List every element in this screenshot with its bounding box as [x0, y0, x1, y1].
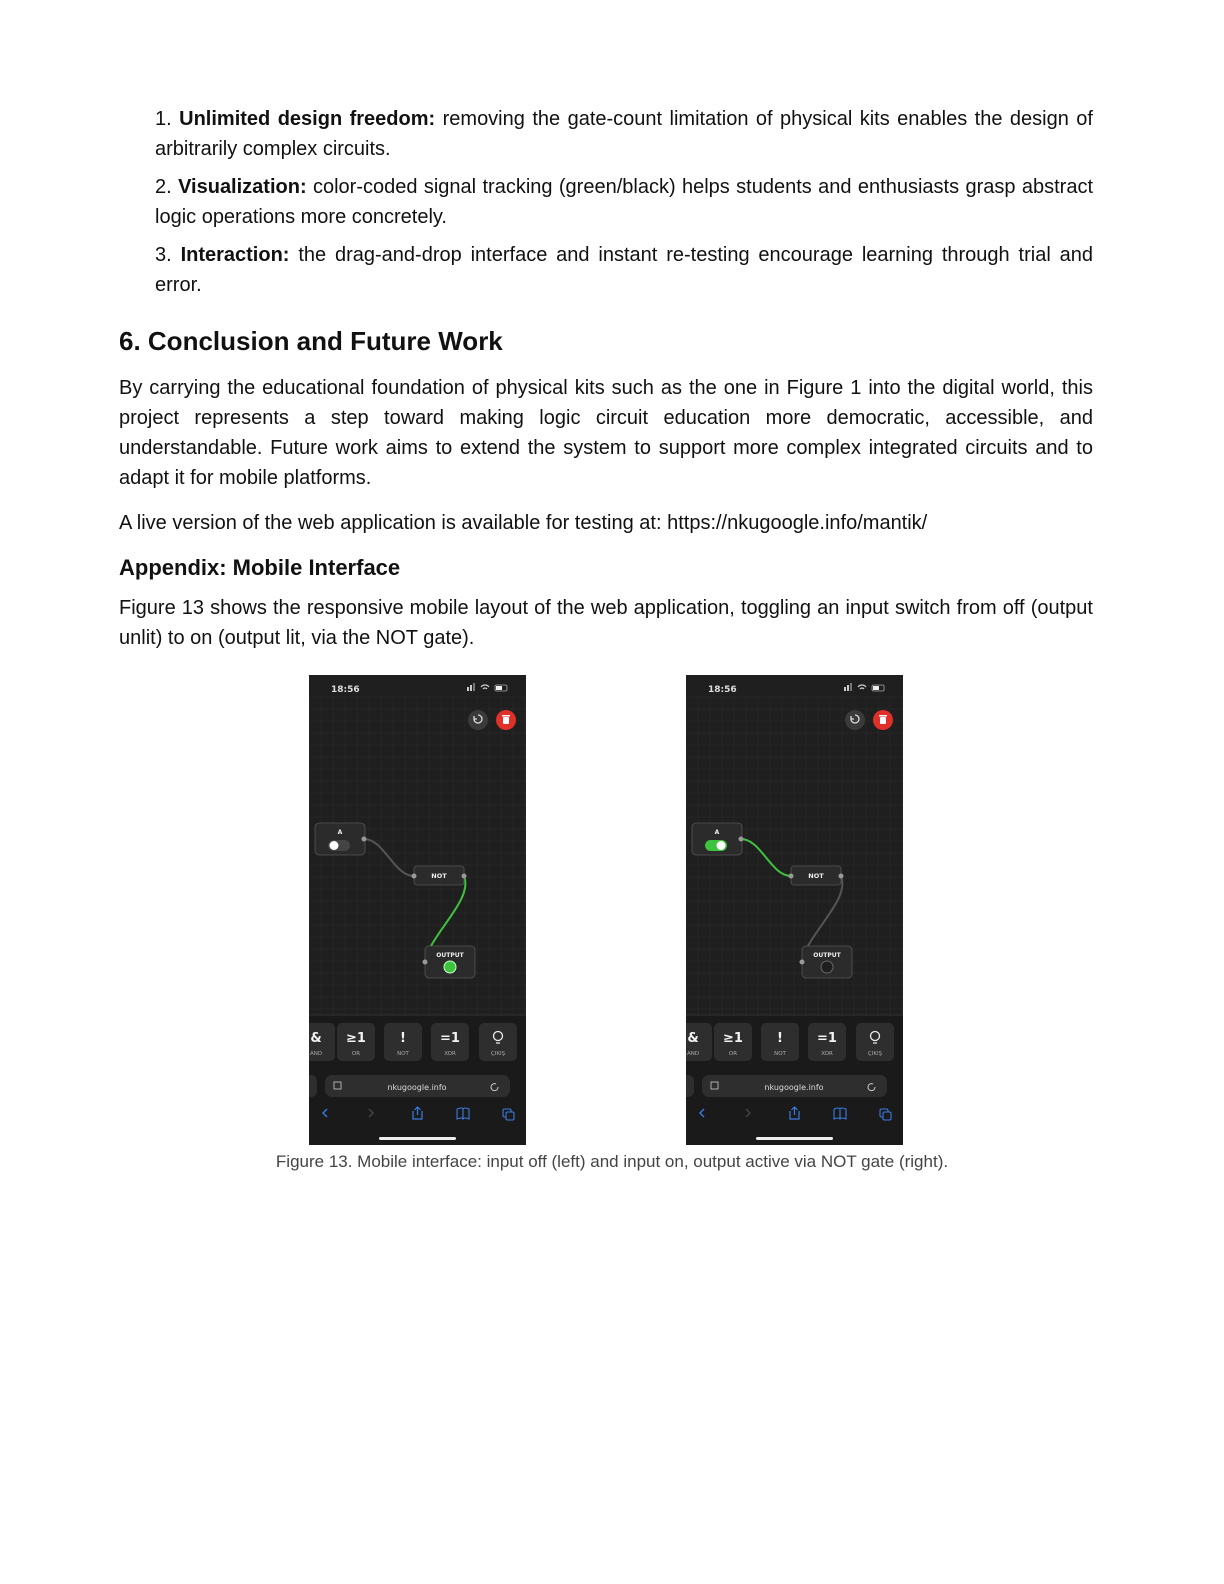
toolbar-label: AND: [686, 1051, 700, 1057]
appendix-paragraph: Figure 13 shows the responsive mobile layout of the web application, toggling an input switch from off (output unlit) to on (output lit, via the NOT gate).: [119, 597, 1093, 649]
toolbar-symbol: ≥1: [346, 1031, 366, 1046]
toggle-knob: [330, 841, 339, 850]
toolbar-symbol: &: [687, 1031, 699, 1046]
input-port: [739, 837, 744, 842]
toolbar-symbol: &: [310, 1031, 322, 1046]
output-node-label: OUTPUT: [813, 952, 841, 959]
url-text: nkugoogle.info: [387, 1083, 447, 1092]
home-indicator: [756, 1137, 833, 1140]
status-time: 18:56: [708, 685, 737, 695]
not-gate-output-port: [462, 874, 467, 879]
canvas-grid: [686, 697, 903, 1015]
input-node-label: A: [714, 829, 720, 836]
toolbar-symbol: =1: [440, 1031, 460, 1046]
output-port: [423, 960, 428, 965]
undo-button[interactable]: [845, 710, 865, 730]
not-gate-label: NOT: [431, 872, 447, 880]
tab-peek: [686, 1075, 694, 1097]
figure-caption: Figure 13. Mobile interface: input off (left) and input on, output active via NOT gate (right).: [275, 1152, 949, 1171]
phone-screen: [309, 675, 526, 1145]
list-item: 2. Visualization: color-coded signal tracking (green/black) helps students and enthusiasts grasp abstract logic operations more concretely.: [155, 176, 1093, 228]
url-text: nkugoogle.info: [764, 1083, 824, 1092]
not-gate-label: NOT: [808, 872, 824, 880]
list-item: 1. Unlimited design freedom: removing the gate-count limitation of physical kits enables the design of arbitrarily complex circuits.: [155, 108, 1093, 160]
output-lamp: [821, 961, 833, 973]
toolbar-label: ÇIKIŞ: [490, 1051, 506, 1057]
toolbar-label: NOT: [774, 1051, 786, 1057]
canvas-grid: [309, 697, 526, 1015]
wire-input-to-not: [741, 839, 791, 876]
toolbar-label: ÇIKIŞ: [867, 1051, 883, 1057]
toolbar-label: OR: [728, 1051, 738, 1057]
appendix-title: Appendix: Mobile Interface: [119, 555, 401, 580]
wifi-icon: [858, 685, 866, 689]
list-item: 3. Interaction: the drag-and-drop interface and instant re-testing encourage learning through trial and error.: [155, 244, 1093, 296]
tab-peek: [309, 1075, 317, 1097]
feature-list: [155, 104, 1093, 308]
not-gate-input-port: [412, 874, 417, 879]
toolbar-symbol: ≥1: [723, 1031, 743, 1046]
trash-icon: [880, 717, 886, 724]
live-version-paragraph: A live version of the web application is available for testing at: https://nkugoogle.info/mantik/: [119, 512, 928, 534]
conclusion-paragraph: By carrying the educational foundation of physical kits such as the one in Figure 1 into the digital world, this project represents a step toward making logic circuit education more democratic, accessible, and understandable. Future work aims to extend the system to support more complex integrated circuits and to adapt it for mobile platforms.: [119, 377, 1093, 489]
home-indicator: [379, 1137, 456, 1140]
toolbar-label: AND: [309, 1051, 323, 1057]
output-node-label: OUTPUT: [436, 952, 464, 959]
signal-icon: [467, 687, 469, 691]
toolbar-symbol: =1: [817, 1031, 837, 1046]
input-port: [362, 837, 367, 842]
phone-screenshot-right: [686, 675, 903, 1145]
not-gate-output-port: [839, 874, 844, 879]
phone-screenshot-left: [309, 675, 526, 1145]
toolbar-label: OR: [351, 1051, 361, 1057]
phone-screen: [686, 675, 903, 1145]
toolbar-symbol: !: [400, 1031, 406, 1046]
section-title: 6. Conclusion and Future Work: [119, 326, 503, 356]
wifi-icon: [481, 685, 489, 689]
wire-input-to-not: [364, 839, 414, 876]
not-gate-input-port: [789, 874, 794, 879]
output-lamp: [444, 961, 456, 973]
toolbar-label: XOR: [444, 1051, 456, 1057]
undo-button[interactable]: [468, 710, 488, 730]
trash-icon: [503, 717, 509, 724]
toolbar-label: NOT: [397, 1051, 409, 1057]
status-time: 18:56: [331, 685, 360, 695]
toggle-knob: [717, 841, 726, 850]
signal-icon: [844, 687, 846, 691]
output-port: [800, 960, 805, 965]
toolbar-symbol: !: [777, 1031, 783, 1046]
input-node-label: A: [337, 829, 343, 836]
toolbar-label: XOR: [821, 1051, 833, 1057]
